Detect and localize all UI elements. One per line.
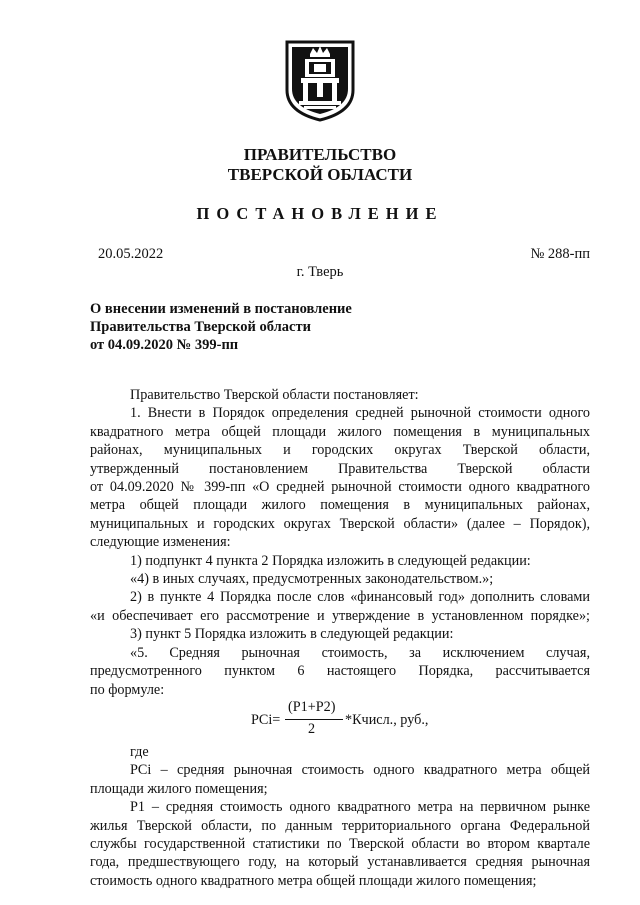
decree-title: ПОСТАНОВЛЕНИЕ — [196, 204, 444, 223]
body-line: Правительство Тверской области постановляет: — [130, 387, 419, 403]
body-line: предусмотренного пунктом 6 настоящего Порядка, рассчитывается — [90, 663, 590, 680]
body-line: площади жилого помещения; — [90, 780, 268, 797]
tver-region-coat-of-arms-icon — [284, 40, 356, 122]
formula-rhs: *Кчисл., руб., — [345, 711, 429, 728]
decree-body — [90, 386, 590, 890]
price-formula — [90, 698, 590, 739]
formula-numerator: (P1+P2) — [288, 698, 336, 715]
body-line: утвержденный постановлением Правительства Тверской области — [90, 460, 590, 477]
subject-line: Правительства Тверской области — [90, 319, 311, 335]
body-line: P1 – средняя стоимость одного квадратного метра на первичном рынке — [130, 799, 590, 816]
body-line: службы государственной статистики по Тверской области во втором квартале — [90, 835, 590, 852]
body-line: от 04.09.2020 № 399-пп «О средней рыночной стоимости одного квадратного — [90, 479, 590, 496]
body-line: муниципальных и городских округах Тверской области» (далее – Порядок), — [90, 515, 590, 532]
body-line: года, предшествующего году, на который устанавливается средняя рыночная — [90, 854, 590, 871]
body-line: 3) пункт 5 Порядка изложить в следующей редакции: — [130, 626, 454, 643]
body-line: 2) в пункте 4 Порядка после слов «финансовый год» дополнить словами — [130, 589, 590, 606]
formula-denominator: 2 — [308, 720, 316, 737]
body-line: следующие изменения: — [90, 534, 231, 551]
body-line: «5. Средняя рыночная стоимость, за исключением случая, — [130, 644, 590, 661]
body-line: где — [130, 743, 149, 760]
body-line: районах, муниципальных и городских округах Тверской области, — [90, 442, 590, 459]
subject-line: от 04.09.2020 № 399-пп — [90, 337, 239, 353]
body-line: 1. Внести в Порядок определения средней рыночной стоимости одного — [130, 405, 590, 422]
body-line: квадратного метра общей площади жилого помещения в муниципальных — [90, 423, 590, 440]
body-line: метра общей площади жилого помещения в муниципальных районах, — [90, 497, 590, 514]
body-line: стоимость одного квадратного метра общей площади жилого помещения; — [90, 872, 537, 889]
body-line: PCi – средняя рыночная стоимость одного квадратного метра общей — [130, 762, 590, 779]
formula-lhs: PCi= — [251, 711, 281, 728]
decree-city: г. Тверь — [296, 264, 344, 280]
body-line: «4) в иных случаях, предусмотренных законодательством.»; — [130, 571, 494, 588]
body-line: по формуле: — [90, 681, 165, 698]
body-line: жилья Тверской области, по данным территориального органа Федеральной — [90, 817, 590, 834]
decree-number: № 288-пп — [530, 246, 590, 262]
body-line: «и обеспечивает его рассмотрение и утверждение в установленном порядке»; — [90, 607, 590, 624]
subject-line: О внесении изменений в постановление — [90, 301, 352, 317]
decree-subject — [90, 300, 352, 354]
government-title-line2: ТВЕРСКОЙ ОБЛАСТИ — [227, 165, 413, 184]
body-line: 1) подпункт 4 пункта 2 Порядка изложить в следующей редакции: — [130, 552, 531, 569]
government-title-line1: ПРАВИТЕЛЬСТВО — [243, 145, 397, 164]
decree-date: 20.05.2022 — [98, 246, 164, 262]
